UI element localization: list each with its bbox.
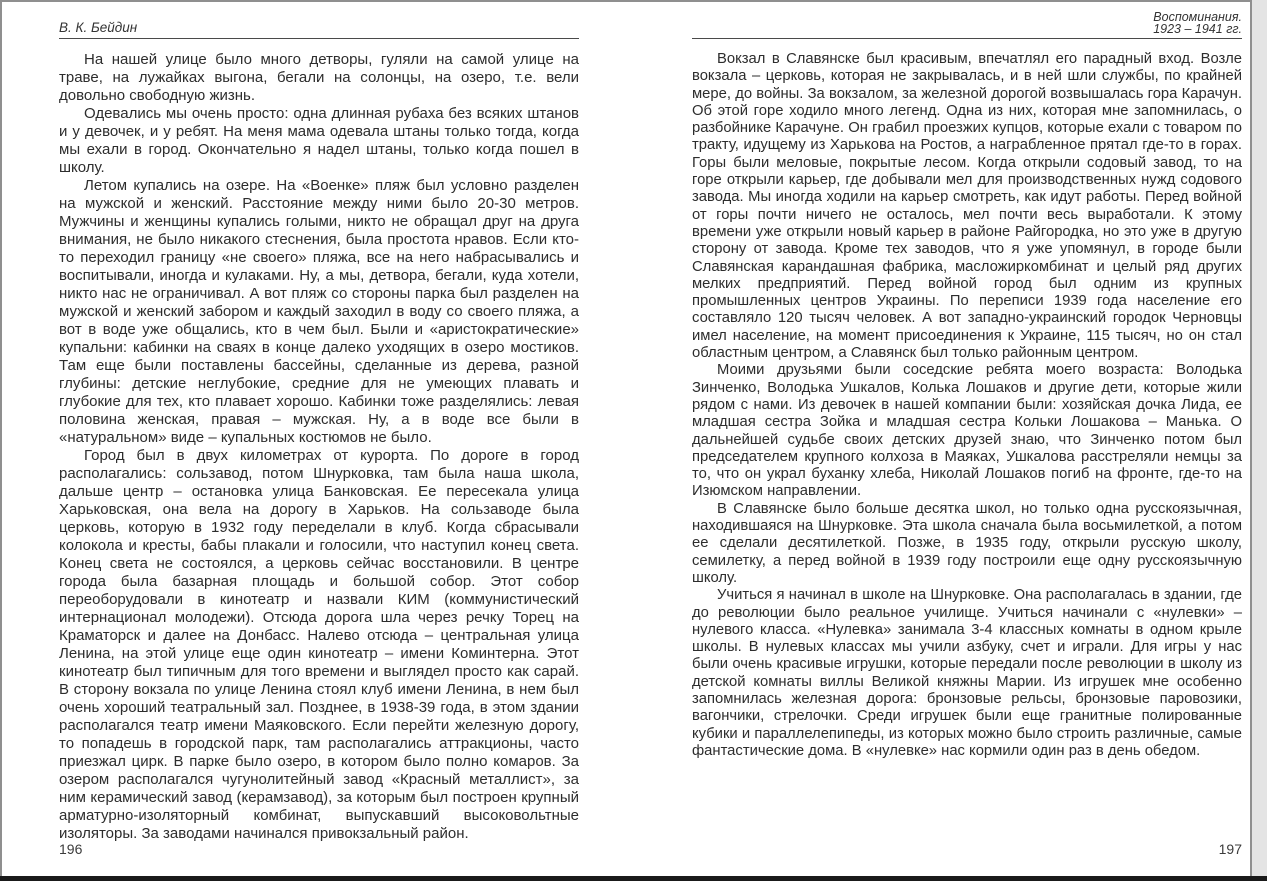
paragraph: Вокзал в Славянске был красивым, впечатлял его парадный вход. Возле вокзала – церковь, которая не закрывалась, и в ней шли службы, по крайней мере, до войны. За вокзалом, за железной дорогой возвышалась гора Карачун. Об этой горе ходило много легенд. Одна из них, которая мне запомнилась, о разбойнике Карачуне. Он грабил проезжих купцов, которые ехали с товаром по тракту, идущему из Харькова на Ростов, а награбленное прятал где-то в горах. Горы были меловые, покрытые лесом. Когда открыли содовый завод, то на горе открыли карьер, где добывали мел для производственных нужд содового завода. Мы иногда ходили на карьер смотреть, как идут работы. Перед войной от горы почти ничего не осталось, мел почти весь выработали. К этому времени уже открыли новый карьер в районе Райгородка, но это уже в другую сторону от завода. Кроме тех заводов, что я уже упомянул, в городе были Славянская карандашная фабрика, масложиркомбинат и целый ряд других мелких предприятий. Перед войной город был одним из крупных промышленных центров Украины. По переписи 1939 года население его составляло 120 тысяч человек. А вот западно-украинский городок Черновцы имел население, на момент присоединения к Украине, 115 тысяч, но он стал областным центром, а Славянск был только районным центром. [692,51,1242,362]
author-name: В. К. Бейдин [59,20,138,35]
scan-edge-right [1252,0,1267,876]
paragraph: Город был в двух километрах от курорта. По дороге в город располагались: сользавод, потом Шнурковка, там была наша школа, дальше центр – остановка улица Банковская. Ее пересекала улица Харьковская, она вела на дорогу в Харьков. На сользаводе была церковь, которую в 1932 году переделали в клуб. Когда сбрасывали колокола и кресты, бабы плакали и голосили, что наступил конец света. Конец света не состоялся, а церковь сейчас восстановили. В центре города была базарная площадь и большой собор. Этот собор переоборудовали в кинотеатр и назвали КИМ (коммунистический интернационал молодежи). Отсюда дорога шла через речку Торец на Краматорск и далее на Донбасс. Налево отсюда – центральная улица Ленина, на этой улице еще один кинотеатр – имени Коминтерна. Этот кинотеатр был типичным для того времени и выглядел просто как сарай. В сторону вокзала по улице Ленина стоял клуб имени Ленина, в нем был очень хороший театральный зал. Позднее, в 1938-39 года, в этом здании располагался театр имени Маяковского. Если перейти железную дорогу, то попадешь в городской парк, там располагались аттракционы, часто приезжал цирк. В парке было озеро, в котором было полно комаров. За озером располагался чугунолитейный завод «Красный металлист», за ним керамический завод (керамзавод), за которым был построен крупный арматурно-изоляторный комбинат, выпускавший высоковольтные изоляторы. За заводами начинался привокзальный район. [59,447,579,841]
paragraph: Учиться я начинал в школе на Шнурковке. Она располагалась в здании, где до революции было реальное училище. Учиться начинали с «нулевки» – нулевого класса. «Нулевка» занимала 3-4 классных комнаты в одном крыле школы. В нулевых классах мы учили азбуку, счет и играли. Для игры у нас были очень красивые игрушки, которые передали после революции в школу из детской комнаты виллы Великой княжны Марии. Из игрушек мне особенно запомнилась железная дорога: бронзовые рельсы, бронзовые паровозики, вагончики, стрелочки. Среди игрушек были еще гранитные полированные кубики и параллелепипеды, из которых можно было строить различные, самые фантастические дома. В «нулевке» нас кормили один раз в день обедом. [692,587,1242,759]
page-text-196 [59,51,579,841]
paragraph: Летом купались на озере. На «Военке» пляж был условно разделен на мужской и женский. Расстояние между ними было 20-30 метров. Мужчины и женщины купались голыми, никто не обращал друг на друга внимания, не было никакого стеснения, была простота нравов. Если кто-то переходил границу «не своего» пляжа, все на него набрасывались и воспитывали, иногда и кулаками. Ну, а мы, детвора, бегали, куда хотели, никто нас не ограничивал. А вот пляж со стороны парка был разделен на мужской и женский забором и каждый заходил в воду со своего пляжа, а вот в воде уже общались, кто в чем был. Были и «аристократические» купальни: кабинки на сваях в конце далеко уходящих в озеро мостиков. Там еще были поставлены бассейны, сделанные из дерева, разной глубины: детские неглубокие, средние для не умеющих плавать и глубокие для тех, кто плавает хорошо. Кабинки тоже разделялись: левая половина женская, правая – мужская. Ну, а в воде все были в «натуральном» виде – купальных костюмов не было. [59,177,579,446]
page-196 [59,8,579,866]
running-header-title [692,8,1242,39]
page-number-197: 197 [1218,841,1242,857]
paragraph: На нашей улице было много детворы, гуляли на самой улице на траве, на лужайках выгона, бегали на солонцы, на озеро, т.е. вели довольно свободную жизнь. [59,51,579,104]
paragraph: Одевались мы очень просто: одна длинная рубаха без всяких штанов и у девочек, и у ребят. На меня мама одевала штаны только тогда, когда мы ехали в город. Окончательно я надел штаны, только когда пошел в школу. [59,105,579,176]
running-header-author [59,8,579,39]
book-title: Воспоминания. [1153,10,1242,24]
paragraph: Моими друзьями были соседские ребята моего возраста: Володька Зинченко, Володька Ушкалов, Колька Лошаков и другие дети, которые жили рядом с нами. Из девочек в нашей компании были: хозяйская дочка Лида, ее младшая сестра Зойка и младшая сестра Кольки Лошакова – Манька. О дальнейшей судьбе своих детских друзей знаю, что Зинченко потом был председателем крупного колхоза в Маяках, Ушкалова расстреляли немцы за то, что он украл буханку хлеба, Николай Лошаков погиб на фронте, где-то на Изюмском направлении. [692,362,1242,500]
page-text-197 [692,51,1242,841]
page-197 [692,8,1242,866]
paragraph: В Славянске было больше десятка школ, но только одна русскоязычная, находившаяся на Шнурковке. Эта школа сначала была восьмилеткой, а потом ее сделали десятилеткой. Позже, в 1935 году, открыли русскую школу, семилетку, а перед войной в 1939 году построили еще одну русскоязычную школу. [692,500,1242,586]
years-range: 1923 – 1941 гг. [1153,22,1242,36]
page-number-196: 196 [59,841,83,857]
scan-edge-bottom [0,876,1267,881]
